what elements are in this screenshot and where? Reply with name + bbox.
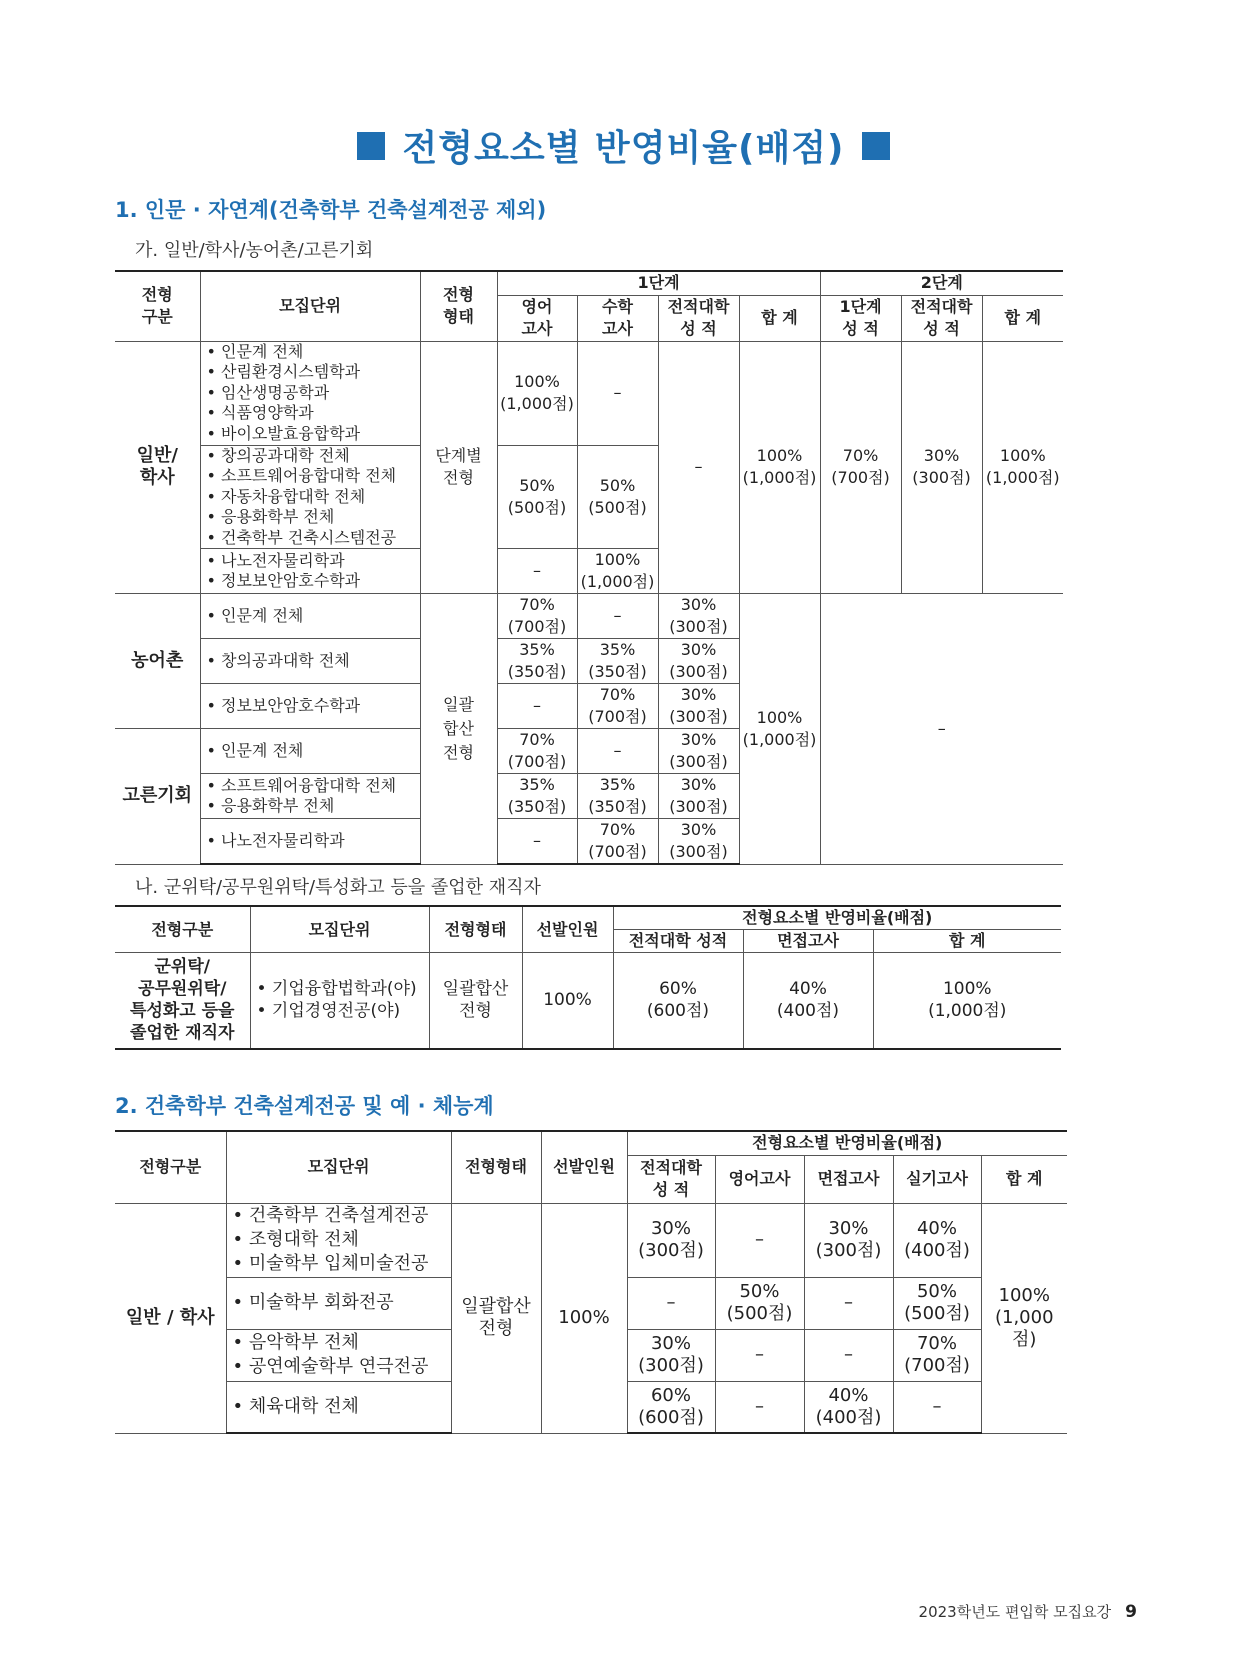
footer-text: 2023학년도 편입학 모집요강 (918, 1603, 1112, 1621)
value-cell: – (715, 1329, 804, 1381)
unit-cell: • 인문계 전체 (200, 594, 420, 639)
value-cell: – (893, 1381, 981, 1433)
value-cell: – (715, 1203, 804, 1277)
value-cell: 40% (400점) (743, 953, 873, 1049)
header-prev: 전적대학 성 적 (627, 1155, 715, 1203)
unit-cell: • 기업융합법학과(야) • 기업경영전공(야) (250, 953, 429, 1049)
page-number: 9 (1125, 1602, 1137, 1622)
unit-cell: • 나노전자물리학과 (200, 819, 420, 865)
section1-sub-a: 가. 일반/학사/농어촌/고른기회 (135, 240, 374, 261)
page-title-text: 전형요소별 반영비율(배점) (402, 128, 845, 169)
value-cell: 50% (500점) (893, 1277, 981, 1329)
header-selection: 선발인원 (541, 1131, 627, 1203)
unit-cell: • 창의공과대학 전체 (200, 639, 420, 684)
value-cell: 70% (700점) (497, 594, 577, 639)
value-cell: – (497, 684, 577, 729)
header-interview: 면접고사 (743, 930, 873, 953)
value-cell: 40% (400점) (893, 1203, 981, 1277)
value-cell: 30% (300점) (658, 819, 739, 865)
unit-cell: • 나노전자물리학과 • 정보보안암호수학과 (200, 549, 420, 594)
value-cell: 100% (1,000점) (739, 594, 820, 865)
header-gubun: 전형구분 (115, 1131, 226, 1203)
header-math: 수학 고사 (577, 295, 658, 341)
value-cell: 30% (300점) (627, 1329, 715, 1381)
value-cell: 70% (700점) (577, 684, 658, 729)
unit-cell: • 창의공과대학 전체 • 소프트웨어융합대학 전체 • 자동차융합대학 전체 • 응용화학부 전체 • 건축학부 건축시스템전공 (200, 445, 420, 549)
value-cell: 70% (700점) (893, 1329, 981, 1381)
value-cell: 35% (350점) (497, 774, 577, 819)
header-stage1-score: 1단계 성 적 (820, 295, 901, 341)
section1-heading: 1. 인문 · 자연계(건축학부 건축설계전공 제외) (115, 198, 547, 222)
value-cell: 35% (350점) (577, 639, 658, 684)
value-cell: 50% (500점) (497, 445, 577, 549)
type-cell: 일괄합산 전형 (429, 953, 522, 1049)
value-cell: – (577, 594, 658, 639)
group-rural: 농어촌 (115, 594, 200, 729)
square-bullet-icon (862, 132, 890, 160)
value-cell: – (715, 1381, 804, 1433)
header-ratio: 전형요소별 반영비율(배점) (627, 1131, 1067, 1155)
unit-cell: • 소프트웨어융합대학 전체 • 응용화학부 전체 (200, 774, 420, 819)
group-equal: 고른기회 (115, 729, 200, 865)
value-cell: 30% (300점) (658, 774, 739, 819)
value-cell: 60% (600점) (627, 1381, 715, 1433)
value-cell: – (804, 1277, 893, 1329)
value-cell: – (497, 549, 577, 594)
unit-cell: • 인문계 전체 • 산림환경시스템학과 • 임산생명공학과 • 식품영양학과 • 바이오발효융합학과 (200, 341, 420, 445)
unit-cell: • 체육대학 전체 (226, 1381, 451, 1433)
value-cell: – (627, 1277, 715, 1329)
value-cell: 70% (700점) (577, 819, 658, 865)
value-cell: – (820, 594, 1063, 865)
header-gubun: 전형구분 (115, 906, 250, 953)
value-cell: 100% (1,000점) (981, 1203, 1067, 1433)
group-general: 일반/ 학사 (115, 341, 200, 594)
table-general-rural-equal (115, 270, 1063, 865)
header-skill: 실기고사 (893, 1155, 981, 1203)
header-stage1: 1단계 (497, 271, 820, 295)
group-general: 일반 / 학사 (115, 1203, 226, 1433)
section2-heading: 2. 건축학부 건축설계전공 및 예 · 체능계 (115, 1094, 494, 1118)
value-cell: 100% (1,000점) (577, 549, 658, 594)
unit-cell: • 정보보안암호수학과 (200, 684, 420, 729)
value-cell: 30% (300점) (658, 729, 739, 774)
value-cell: 60% (600점) (613, 953, 743, 1049)
square-bullet-icon (357, 132, 385, 160)
header-prev: 전적대학 성 적 (658, 295, 739, 341)
selection-cell: 100% (522, 953, 613, 1049)
value-cell: 30% (300점) (901, 341, 982, 594)
type-cell: 일괄합산 전형 (451, 1203, 541, 1433)
value-cell: 100% (1,000점) (873, 953, 1061, 1049)
value-cell: 50% (500점) (715, 1277, 804, 1329)
value-cell: 50% (500점) (577, 445, 658, 549)
unit-cell: • 음악학부 전체 • 공연예술학부 연극전공 (226, 1329, 451, 1381)
header-eng: 영어 고사 (497, 295, 577, 341)
header-unit: 모집단위 (226, 1131, 451, 1203)
value-cell: 30% (300점) (804, 1203, 893, 1277)
header-sum: 합 계 (981, 1155, 1067, 1203)
group-commissioned: 군위탁/ 공무원위탁/ 특성화고 등을 졸업한 재직자 (115, 953, 250, 1049)
value-cell: 100% (1,000점) (982, 341, 1063, 594)
unit-cell: • 미술학부 회화전공 (226, 1277, 451, 1329)
value-cell: 35% (350점) (497, 639, 577, 684)
header-sum2: 합 계 (982, 295, 1063, 341)
value-cell: – (804, 1329, 893, 1381)
value-cell: 100% (1,000점) (739, 341, 820, 594)
type-stage: 단계별 전형 (420, 341, 497, 594)
selection-cell: 100% (541, 1203, 627, 1433)
unit-cell: • 건축학부 건축설계전공 • 조형대학 전체 • 미술학부 입체미술전공 (226, 1203, 451, 1277)
value-cell: 40% (400점) (804, 1381, 893, 1433)
type-lump: 일괄 합산 전형 (420, 594, 497, 865)
header-selection: 선발인원 (522, 906, 613, 953)
unit-cell: • 인문계 전체 (200, 729, 420, 774)
header-gubun: 전형 구분 (115, 271, 200, 341)
header-type: 전형형태 (429, 906, 522, 953)
header-eng: 영어고사 (715, 1155, 804, 1203)
header-type: 전형형태 (451, 1131, 541, 1203)
value-cell: 30% (300점) (627, 1203, 715, 1277)
value-cell: 70% (700점) (497, 729, 577, 774)
value-cell: 70% (700점) (820, 341, 901, 594)
table-architecture-arts (115, 1130, 1067, 1434)
section1-sub-b: 나. 군위탁/공무원위탁/특성화고 등을 졸업한 재직자 (135, 877, 541, 898)
header-sum: 합 계 (739, 295, 820, 341)
value-cell: 35% (350점) (577, 774, 658, 819)
header-unit: 모집단위 (250, 906, 429, 953)
value-cell: 100% (1,000점) (497, 341, 577, 445)
page-footer (0, 1601, 1137, 1622)
header-stage2: 2단계 (820, 271, 1063, 295)
value-cell: – (577, 729, 658, 774)
value-cell: – (577, 341, 658, 445)
header-ratio: 전형요소별 반영비율(배점) (613, 906, 1061, 930)
header-prev: 전적대학 성적 (613, 930, 743, 953)
header-prev2: 전적대학 성 적 (901, 295, 982, 341)
value-cell: 30% (300점) (658, 594, 739, 639)
header-interview: 면접고사 (804, 1155, 893, 1203)
value-cell: 30% (300점) (658, 639, 739, 684)
header-type: 전형 형태 (420, 271, 497, 341)
header-sum: 합 계 (873, 930, 1061, 953)
page-title (0, 120, 1247, 171)
value-cell: 30% (300점) (658, 684, 739, 729)
table-commissioned (115, 905, 1061, 1050)
value-cell: – (658, 341, 739, 594)
header-unit: 모집단위 (200, 271, 420, 341)
value-cell: – (497, 819, 577, 865)
